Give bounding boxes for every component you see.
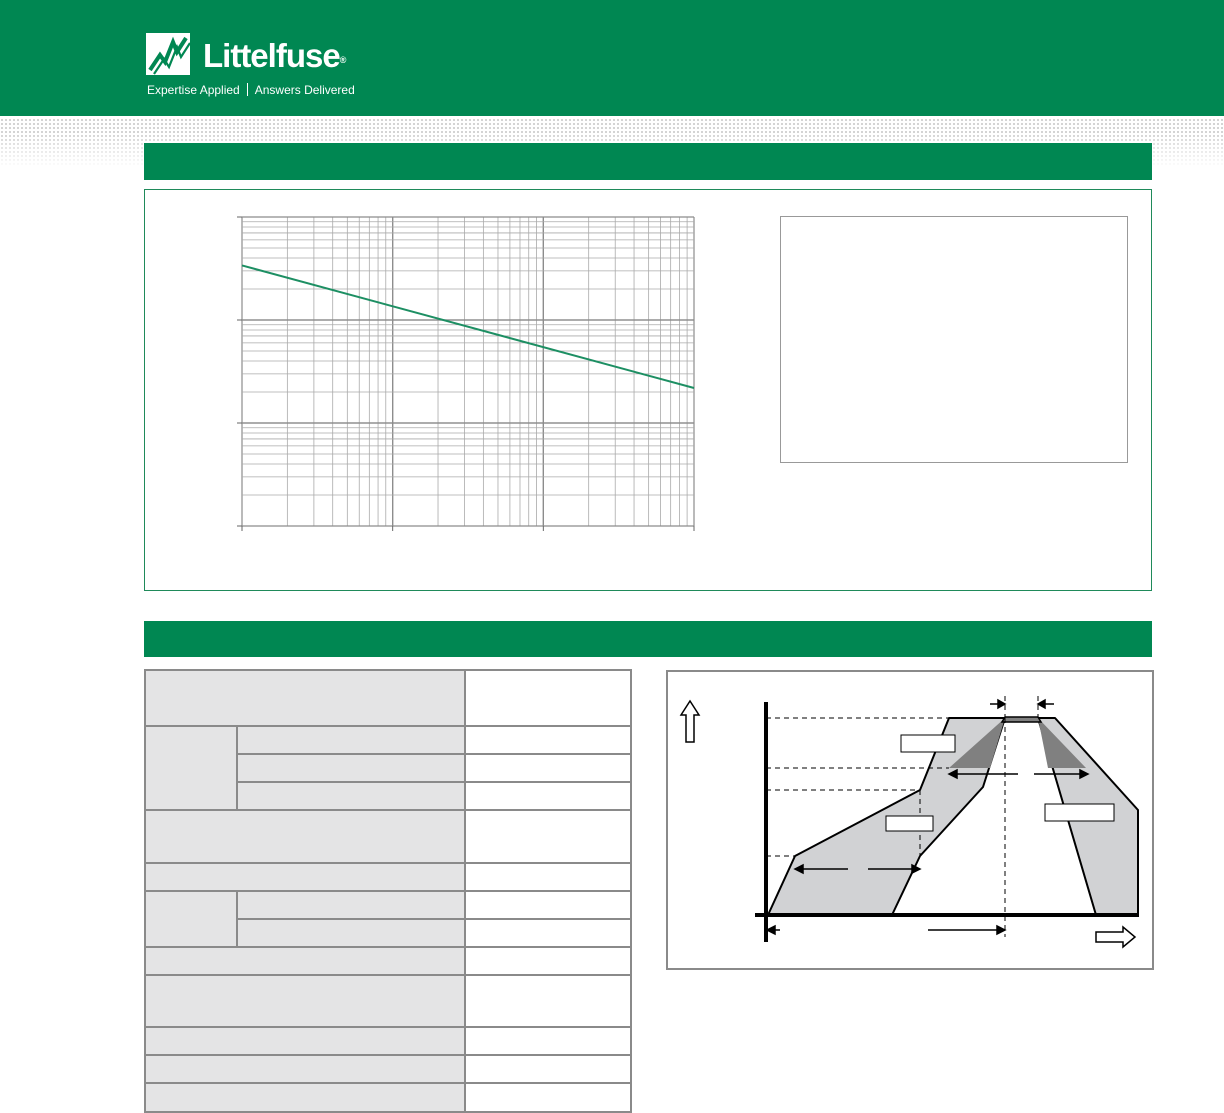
- table-value-cell: [465, 1083, 631, 1112]
- table-row: [145, 1027, 631, 1055]
- brand-name: Littelfuse®: [203, 37, 346, 74]
- table-value-cell: [465, 670, 631, 726]
- section-bar-top: [144, 143, 1152, 180]
- tagline-divider: [247, 83, 248, 96]
- table-row: [145, 810, 631, 863]
- profile-peak-cap: [1002, 717, 1041, 722]
- littelfuse-lightning-icon: [146, 33, 190, 75]
- table-label-cell: [237, 891, 465, 919]
- chart-panel: [144, 189, 1152, 591]
- table-label-cell: [237, 782, 465, 810]
- table-value-cell: [465, 863, 631, 891]
- table-group-cell: [145, 891, 237, 947]
- table-label-cell: [145, 863, 465, 891]
- table-value-cell: [465, 782, 631, 810]
- table-label-cell: [145, 947, 465, 975]
- table-row: [145, 1083, 631, 1112]
- table-row: [145, 891, 631, 919]
- temperature-up-arrow-icon: [681, 701, 699, 742]
- table-row: [145, 1055, 631, 1083]
- table-value-cell: [465, 919, 631, 947]
- table-value-cell: [465, 1055, 631, 1083]
- table-label-cell: [145, 975, 465, 1027]
- table-row: [145, 863, 631, 891]
- table-value-cell: [465, 754, 631, 782]
- reflow-profile-diagram: [668, 672, 1152, 968]
- section-bar-bottom: [144, 621, 1152, 657]
- tagline-right: Answers Delivered: [254, 83, 355, 97]
- reflow-profile-panel: [666, 670, 1154, 970]
- header-bar: [0, 0, 1224, 116]
- table-label-cell: [145, 670, 465, 726]
- table-row: [145, 726, 631, 754]
- table-value-cell: [465, 975, 631, 1027]
- table-label-cell: [145, 1055, 465, 1083]
- time-right-arrow-icon: [1096, 927, 1135, 947]
- table-label-cell: [237, 726, 465, 754]
- profile-label-box: [901, 735, 955, 752]
- legend-box: [780, 216, 1128, 463]
- table-label-cell: [237, 919, 465, 947]
- profile-label-box: [1045, 804, 1114, 821]
- series-line: [242, 265, 694, 388]
- table-label-cell: [237, 754, 465, 782]
- table-label-cell: [145, 1083, 465, 1112]
- table-row: [145, 975, 631, 1027]
- table-value-cell: [465, 947, 631, 975]
- chart-series: [242, 265, 694, 388]
- tagline: [147, 83, 355, 97]
- tagline-left: Expertise Applied: [147, 83, 240, 97]
- table-value-cell: [465, 891, 631, 919]
- table-value-cell: [465, 1027, 631, 1055]
- table-row: [145, 670, 631, 726]
- spec-table: [144, 669, 632, 1113]
- table-group-cell: [145, 726, 237, 810]
- table-row: [145, 947, 631, 975]
- table-label-cell: [145, 1027, 465, 1055]
- profile-label-box: [886, 816, 933, 831]
- table-label-cell: [145, 810, 465, 863]
- table-value-cell: [465, 726, 631, 754]
- chart-grid: [242, 217, 694, 526]
- table-value-cell: [465, 810, 631, 863]
